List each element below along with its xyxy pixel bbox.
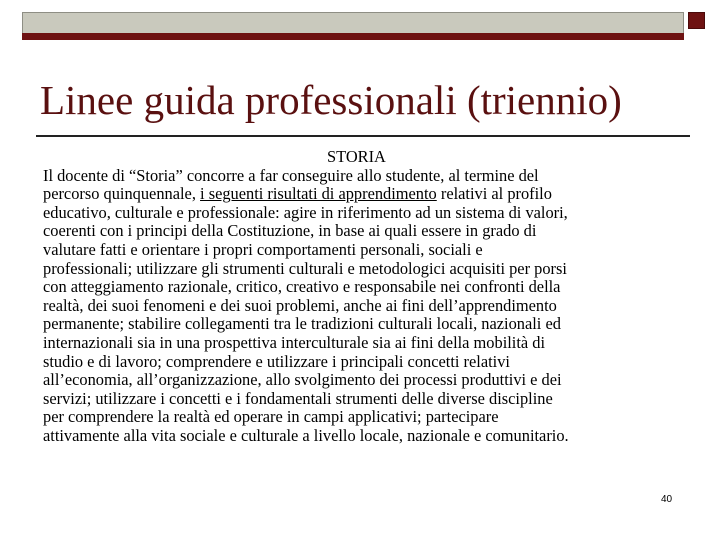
body-line: coerenti con i principi della Costituzione, in base ai quali essere in grado di: [43, 221, 537, 241]
slide-content: [43, 148, 691, 446]
body-line: internazionali sia in una prospettiva interculturale sia ai fini della mobilità di: [43, 332, 546, 352]
body-line: educativo, culturale e professionale: agire in riferimento ad un sistema di valori,: [43, 202, 568, 222]
body-line: permanente; stabilire collegamenti tra le tradizioni culturali locali, nazionali ed: [43, 314, 561, 334]
body-line: [43, 185, 691, 204]
underlined-phrase: i seguenti risultati di apprendimento: [200, 184, 437, 204]
page-number: 40: [661, 494, 673, 505]
title-divider: [36, 135, 690, 137]
header-accent-line: [22, 33, 684, 40]
body-line: studio e di lavoro; comprendere e utilizzare i principali concetti relativi: [43, 351, 510, 371]
body-line: professionali; utilizzare gli strumenti culturali e metodologici acquisiti per porsi: [43, 258, 567, 278]
body-line: realtà, dei suoi fenomeni e dei suoi problemi, anche ai fini dell’apprendimento: [43, 295, 557, 315]
body-line-prefix: percorso quinquennale,: [43, 184, 196, 204]
slide-title: Linee guida professionali (triennio): [40, 77, 622, 123]
body-paragraph: [43, 167, 691, 446]
body-line: all’economia, all’organizzazione, allo svolgimento dei processi produttivi e dei: [43, 370, 562, 390]
body-line-suffix: relativi al profilo: [440, 184, 552, 204]
header-bar: [22, 12, 684, 34]
body-line: Il docente di “Storia” concorre a far conseguire allo studente, al termine del: [43, 165, 539, 185]
body-line: valutare fatti e orientare i propri comportamenti personali, sociali e: [43, 239, 483, 259]
corner-square-decoration: [688, 12, 705, 29]
body-line: per comprendere la realtà ed operare in campi applicativi; partecipare: [43, 407, 499, 427]
body-line: con atteggiamento razionale, critico, creativo e responsabile nei confronti della: [43, 277, 561, 297]
subject-heading: STORIA: [327, 147, 386, 166]
body-line: servizi; utilizzare i concetti e i fondamentali strumenti delle diverse discipline: [43, 388, 553, 408]
body-line: attivamente alla vita sociale e culturale a livello locale, nazionale e comunitario.: [43, 425, 569, 445]
